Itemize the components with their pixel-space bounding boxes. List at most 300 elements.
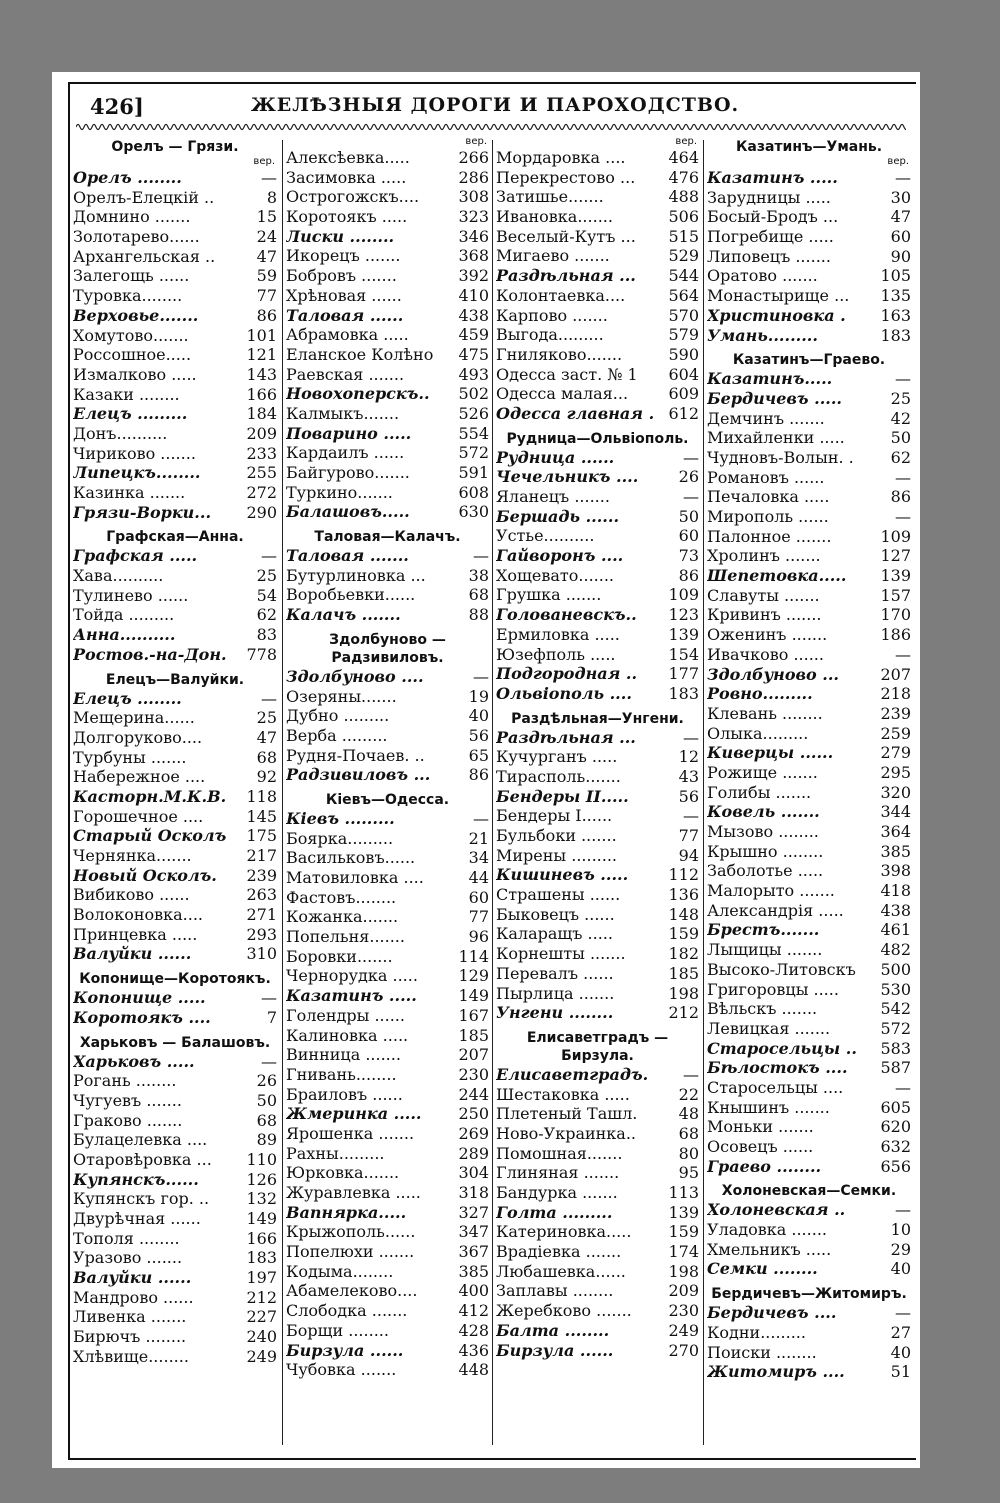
station-name: Елецъ .........	[73, 404, 188, 424]
station-distance: 25	[890, 388, 911, 408]
station-name: Гайворонъ ....	[496, 546, 624, 566]
station-distance: 167	[458, 1005, 489, 1025]
station-distance: 493	[458, 364, 489, 384]
versts-header: вер.	[253, 156, 275, 167]
station-row	[496, 566, 699, 586]
station-distance: 461	[880, 920, 911, 940]
station-name: Верба .........	[286, 725, 388, 745]
station-row	[73, 807, 277, 827]
station-distance: 207	[458, 1045, 489, 1065]
station-name: Корнешты .......	[496, 944, 626, 964]
station-row	[496, 924, 699, 944]
station-name: Хощевато.......	[496, 565, 614, 585]
station-row	[286, 726, 489, 746]
station-name: Россошное.....	[73, 345, 192, 365]
station-row	[73, 188, 277, 208]
route-title: Копонище—Коротоякъ.	[79, 971, 271, 988]
station-distance: 166	[246, 384, 277, 404]
station-name: Ивановка.......	[496, 207, 613, 227]
station-name: Затишье.......	[496, 187, 604, 207]
station-name: Высоко-Литовскъ	[707, 959, 856, 979]
station-row	[496, 585, 699, 605]
station-distance: 286	[458, 167, 489, 187]
station-distance: 40	[890, 1259, 911, 1279]
station-row	[73, 1189, 277, 1209]
station-distance: 90	[890, 246, 911, 266]
station-row	[73, 826, 277, 846]
station-name: Вибиково ......	[73, 885, 190, 905]
station-distance: 212	[668, 1003, 699, 1023]
station-distance: 320	[880, 782, 911, 802]
station-distance: 68	[256, 1110, 277, 1130]
station-name: Плетеный Ташл.	[496, 1104, 638, 1124]
station-row	[707, 783, 911, 803]
station-name: Поварино .....	[286, 423, 412, 443]
route-title: Елисаветградъ — Бирзула.	[526, 1029, 669, 1064]
station-distance: 149	[246, 1209, 277, 1228]
station-name: Подгородная ..	[496, 664, 638, 684]
station-name: Быковецъ ......	[496, 904, 615, 924]
station-row	[496, 826, 699, 846]
station-distance: —	[261, 1051, 277, 1071]
station-name: Воробьевки......	[286, 585, 416, 605]
station-distance: 60	[678, 526, 699, 546]
station-distance: 217	[246, 846, 277, 865]
station-distance: 502	[458, 384, 489, 404]
station-row	[496, 404, 699, 424]
station-row	[73, 503, 277, 523]
station-row	[73, 1071, 277, 1091]
station-name: Выгода.........	[496, 325, 604, 345]
station-distance: 184	[246, 404, 277, 424]
station-row	[286, 888, 489, 908]
station-name: Бѣлостокъ ....	[707, 1058, 848, 1078]
station-distance: 250	[458, 1104, 489, 1124]
station-row	[496, 964, 699, 984]
station-row	[286, 687, 489, 707]
station-row	[496, 787, 699, 807]
station-distance: 109	[880, 526, 911, 546]
station-distance: 318	[458, 1183, 489, 1202]
station-distance: 579	[668, 325, 699, 345]
station-row	[73, 1091, 277, 1111]
station-name: Валуйки ......	[73, 1268, 192, 1288]
station-distance: 183	[880, 325, 911, 345]
station-row	[707, 901, 911, 921]
station-row	[707, 286, 911, 306]
station-name: Кодыма........	[286, 1261, 394, 1281]
station-name: Бердичевъ .....	[707, 388, 842, 408]
station-distance: 310	[246, 944, 277, 964]
station-name: Купянскъ гор. ..	[73, 1189, 210, 1209]
station-row	[286, 746, 489, 766]
station-name: Печаловка .....	[707, 487, 830, 507]
station-row	[707, 999, 911, 1019]
station-distance: 109	[668, 585, 699, 605]
station-name: Унгени ........	[496, 1003, 614, 1023]
station-name: Новохоперскъ..	[286, 384, 430, 404]
station-distance: 564	[668, 285, 699, 305]
station-distance: 86	[256, 305, 277, 325]
station-distance: 620	[880, 1117, 911, 1137]
station-name: Бендеры II.....	[496, 786, 629, 806]
station-distance: 68	[256, 747, 277, 767]
station-name: Хрѣновая ......	[286, 285, 402, 305]
station-distance: 50	[678, 506, 699, 526]
station-row	[286, 667, 489, 687]
station-name: Мызово ........	[707, 822, 819, 841]
station-distance: 7	[266, 1007, 277, 1027]
station-distance: 572	[880, 1018, 911, 1038]
station-row	[707, 448, 911, 468]
station-row	[286, 1281, 489, 1301]
station-row	[707, 188, 911, 208]
station-row	[496, 546, 699, 566]
station-distance: 612	[668, 403, 699, 423]
station-name: Ярошенка .......	[286, 1123, 415, 1143]
route-title: Раздѣльная—Унгени.	[511, 710, 684, 727]
station-distance: 113	[668, 1183, 699, 1202]
station-distance: 136	[668, 885, 699, 905]
station-distance: 344	[880, 802, 911, 822]
station-name: Старосельцы ....	[707, 1077, 844, 1097]
page-header	[90, 92, 900, 122]
station-name: Семки ........	[707, 1259, 818, 1279]
station-distance: 26	[678, 467, 699, 487]
station-distance: 12	[678, 747, 699, 767]
station-row	[73, 728, 277, 748]
station-name: Уладовка .......	[707, 1220, 827, 1240]
station-distance: 506	[668, 207, 699, 227]
station-distance: 249	[246, 1346, 277, 1366]
station-distance: 410	[458, 285, 489, 305]
station-distance: 139	[668, 624, 699, 644]
station-name: Бендеры I......	[496, 806, 613, 826]
station-name: Ростов.-на-Дон.	[73, 644, 227, 664]
station-row	[73, 1130, 277, 1150]
station-name: Казатинъ.....	[707, 369, 833, 389]
station-distance: 630	[458, 502, 489, 522]
station-name: Перекрестово ...	[496, 167, 636, 187]
station-row	[707, 207, 911, 227]
station-name: Голта .........	[496, 1202, 613, 1222]
station-name: Михайленки .....	[707, 428, 845, 448]
station-row	[286, 1183, 489, 1203]
station-name: Страшены ......	[496, 885, 621, 905]
station-row	[73, 1008, 277, 1028]
station-distance: 230	[458, 1064, 489, 1084]
station-name: Устье..........	[496, 526, 595, 546]
station-name: Принцевка .....	[73, 924, 198, 944]
station-name: Моньки .......	[707, 1117, 814, 1137]
station-row	[73, 708, 277, 728]
station-distance: 244	[458, 1084, 489, 1104]
station-row	[73, 227, 277, 247]
station-name: Рахны.........	[286, 1143, 385, 1163]
station-distance: 60	[890, 227, 911, 247]
column-2	[286, 136, 489, 1446]
station-name: Романовъ ......	[707, 467, 825, 487]
station-distance: 29	[890, 1239, 911, 1259]
versts-header: вер.	[675, 136, 697, 147]
station-row	[286, 1341, 489, 1361]
station-row	[286, 1045, 489, 1065]
route-title: Орелъ — Грязи.	[111, 139, 239, 155]
station-name: Попелюхи .......	[286, 1242, 415, 1262]
station-row	[73, 546, 277, 566]
station-name: Колонтаевка....	[496, 285, 626, 305]
station-distance: 269	[458, 1123, 489, 1143]
station-row	[286, 1085, 489, 1105]
station-name: Абрамовка .....	[286, 325, 409, 345]
station-row	[286, 187, 489, 207]
station-name: Олыка.........	[707, 723, 809, 743]
station-row	[73, 444, 277, 464]
station-distance: 464	[668, 148, 699, 167]
station-distance: 139	[668, 1202, 699, 1222]
station-row	[496, 1301, 699, 1321]
station-name: Глиняная .......	[496, 1163, 620, 1183]
station-row	[496, 306, 699, 326]
station-row	[73, 1111, 277, 1131]
station-row	[496, 1163, 699, 1183]
station-distance: 608	[458, 482, 489, 502]
station-name: Кишиневъ .....	[496, 865, 629, 885]
column-1	[73, 136, 277, 1446]
station-distance: 482	[880, 940, 911, 960]
station-row	[496, 806, 699, 826]
station-distance: 96	[468, 927, 489, 947]
station-distance: 364	[880, 822, 911, 841]
station-name: Байгурово.......	[286, 463, 410, 482]
station-name: Бобровъ .......	[286, 266, 397, 286]
station-distance: 47	[256, 246, 277, 266]
station-distance: 123	[668, 605, 699, 625]
station-distance: 529	[668, 246, 699, 266]
station-row	[707, 980, 911, 1000]
route-title: Елецъ—Валуйки.	[105, 671, 245, 688]
station-distance: 34	[468, 848, 489, 868]
station-name: Рудня-Почаев. ..	[286, 745, 425, 765]
route-title: Здолбуново — Радзивиловъ.	[329, 631, 446, 666]
route-title: Бердичевъ—Житомиръ.	[711, 1286, 907, 1303]
station-name: Здолбуново ....	[286, 666, 424, 686]
station-name: Ровно.........	[707, 684, 813, 704]
station-name: Левицкая .......	[707, 1018, 831, 1038]
station-distance: 500	[880, 959, 911, 979]
station-name: Мандрово ......	[73, 1287, 194, 1307]
station-name: Алексѣевка.....	[286, 148, 410, 167]
station-distance: 25	[256, 566, 277, 586]
station-distance: 249	[668, 1320, 699, 1340]
station-row	[496, 1124, 699, 1144]
station-distance: 323	[458, 207, 489, 227]
station-row	[707, 266, 911, 286]
station-name: Оженинъ .......	[707, 625, 828, 645]
station-row	[496, 625, 699, 645]
station-row	[496, 684, 699, 704]
station-row	[496, 1321, 699, 1341]
station-row	[707, 507, 911, 527]
station-distance: 385	[458, 1261, 489, 1281]
station-name: Верховье.......	[73, 305, 199, 325]
station-row	[496, 365, 699, 385]
station-name: Казаки ........	[73, 384, 180, 404]
station-row	[707, 1303, 911, 1323]
station-name: Горошечное ....	[73, 806, 204, 826]
station-name: Умань.........	[707, 325, 818, 345]
station-row	[707, 487, 911, 507]
station-name: Оратово .......	[707, 266, 818, 286]
station-row	[496, 944, 699, 964]
station-distance: 77	[468, 907, 489, 927]
station-distance: 27	[890, 1322, 911, 1342]
station-name: Казатинъ .....	[707, 168, 838, 187]
route-title: Казатинъ—Граево.	[732, 352, 886, 369]
station-distance: 139	[880, 566, 911, 586]
page-title: ЖЕЛѢЗНЫЯ ДОРОГИ И ПАРОХОДСТВО.	[250, 94, 740, 116]
station-distance: 135	[880, 286, 911, 306]
station-distance: 157	[880, 585, 911, 605]
station-name: Валуйки ......	[73, 944, 192, 964]
station-distance: 255	[246, 463, 277, 483]
station-distance: 62	[890, 447, 911, 467]
station-name: Бердичевъ ....	[707, 1303, 837, 1323]
station-distance: 218	[880, 684, 911, 704]
station-row	[496, 1085, 699, 1105]
station-row	[286, 986, 489, 1006]
station-row	[707, 920, 911, 940]
station-name: Кардаилъ ......	[286, 443, 405, 463]
station-row	[286, 907, 489, 927]
station-name: Икорецъ .......	[286, 246, 401, 266]
station-name: Заплавы ........	[496, 1281, 614, 1301]
station-distance: —	[895, 1077, 911, 1097]
station-distance: 438	[458, 305, 489, 325]
station-name: Булацелевка ....	[73, 1130, 208, 1150]
station-distance: 583	[880, 1038, 911, 1058]
station-distance: 398	[880, 861, 911, 881]
station-distance: 488	[668, 187, 699, 207]
station-row	[73, 787, 277, 807]
station-distance: 186	[880, 625, 911, 645]
station-row	[496, 487, 699, 507]
station-row	[707, 605, 911, 625]
station-row	[73, 645, 277, 665]
station-distance: —	[683, 727, 699, 747]
station-distance: 15	[256, 207, 277, 227]
station-name: Тойда .........	[73, 605, 175, 625]
route-title: Холоневская—Семки.	[721, 1183, 897, 1200]
station-distance: 263	[246, 885, 277, 905]
station-row	[73, 463, 277, 483]
station-row	[707, 861, 911, 881]
station-row	[286, 1222, 489, 1242]
station-name: Старый Осколъ	[73, 826, 227, 846]
station-distance: 207	[880, 664, 911, 684]
station-row	[707, 625, 911, 645]
station-distance: 22	[678, 1084, 699, 1104]
station-name: Липовецъ .......	[707, 246, 831, 266]
station-row	[286, 605, 489, 625]
station-row	[286, 463, 489, 483]
station-distance: 605	[880, 1097, 911, 1117]
station-name: Погребище .....	[707, 227, 834, 247]
station-distance: 163	[880, 305, 911, 325]
station-name: Ивачково ......	[707, 644, 824, 664]
station-name: Хролинъ .......	[707, 546, 821, 566]
station-distance: —	[683, 1064, 699, 1084]
station-distance: 459	[458, 325, 489, 345]
station-row	[73, 207, 277, 227]
station-name: Залегощь ......	[73, 266, 190, 286]
station-distance: 418	[880, 881, 911, 901]
station-distance: —	[895, 168, 911, 187]
station-row	[496, 728, 699, 748]
station-distance: 591	[458, 463, 489, 482]
station-row	[73, 1307, 277, 1327]
station-name: Хлѣвище........	[73, 1346, 189, 1366]
station-row	[707, 586, 911, 606]
station-name: Кривинъ .......	[707, 605, 822, 625]
station-row	[286, 1144, 489, 1164]
station-row	[707, 468, 911, 488]
station-name: Юзефполь .....	[496, 644, 616, 664]
station-row	[73, 748, 277, 768]
station-name: Коротоякъ .....	[286, 207, 408, 227]
station-distance: 385	[880, 841, 911, 861]
route-title: Рудница—Ольвіополь.	[506, 430, 689, 447]
station-name: Елисаветградъ.	[496, 1064, 649, 1084]
station-row	[73, 846, 277, 866]
station-row	[496, 1065, 699, 1085]
station-row	[73, 1327, 277, 1347]
station-distance: 25	[256, 708, 277, 728]
station-distance: 68	[678, 1123, 699, 1143]
station-distance: 448	[458, 1360, 489, 1380]
station-name: Рудница ......	[496, 447, 615, 467]
station-row	[73, 925, 277, 945]
station-distance: 198	[668, 1261, 699, 1281]
station-name: Чудновъ-Волын. .	[707, 447, 854, 467]
station-distance: 149	[458, 986, 489, 1006]
station-name: Житомиръ ....	[707, 1362, 845, 1382]
station-name: Крыжополь......	[286, 1222, 416, 1242]
station-distance: 436	[458, 1340, 489, 1360]
station-distance: 183	[668, 683, 699, 703]
station-row	[286, 1124, 489, 1144]
station-distance: 227	[246, 1307, 277, 1327]
station-name: Одесса заст. № 1	[496, 364, 638, 384]
station-name: Яланецъ .......	[496, 487, 610, 506]
station-row	[707, 389, 911, 409]
station-name: Борщи ........	[286, 1320, 389, 1340]
station-distance: 587	[880, 1058, 911, 1078]
station-row	[707, 168, 911, 188]
station-distance: —	[683, 487, 699, 506]
station-name: Христиновка .	[707, 305, 846, 325]
station-distance: 400	[458, 1281, 489, 1301]
station-distance: 132	[246, 1189, 277, 1209]
station-name: Малорыто .......	[707, 881, 835, 901]
station-distance: 50	[890, 428, 911, 448]
station-row	[707, 802, 911, 822]
station-row	[286, 829, 489, 849]
station-row	[496, 266, 699, 286]
station-row	[707, 306, 911, 326]
station-row	[73, 1209, 277, 1229]
station-name: Фастовъ........	[286, 887, 397, 907]
